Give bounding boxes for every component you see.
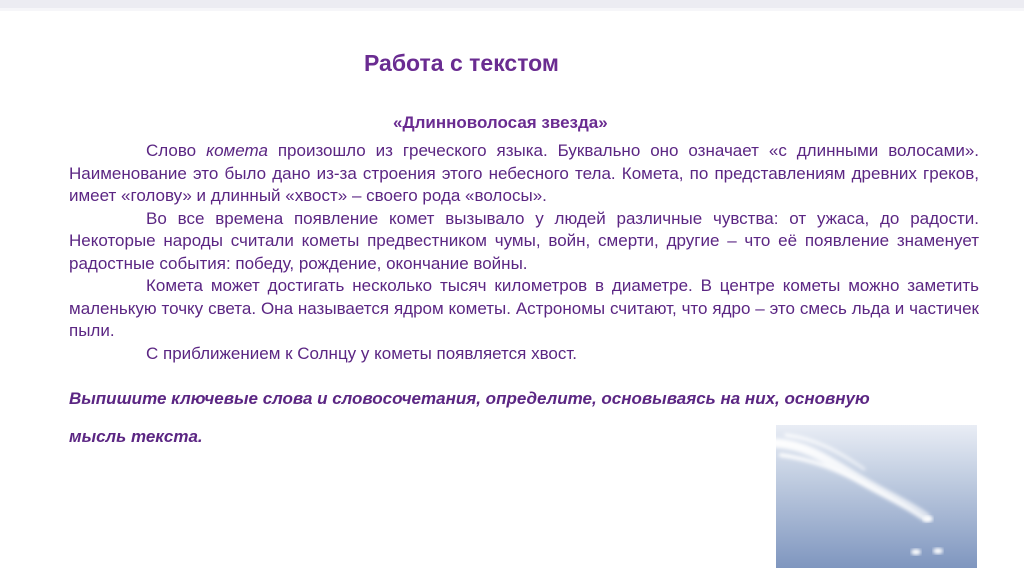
top-stripe [0,0,1024,8]
emphasis-word: комета [206,141,268,160]
top-stripe-light [0,8,1024,11]
paragraph-1-start: Слово [146,141,207,160]
text-body [69,140,979,365]
paragraph-4: С приближением к Солнцу у кометы появляется хвост. [146,343,577,363]
paragraph-2: Во все времена появление комет вызывало у людей различные чувства: от ужаса, до радости. Некоторые народы считали кометы предвестником чумы, войн, смерти, другие – что её появление знаменует радостные события: победу, рождение, окончание войны. [69,208,979,273]
comet-photo [776,425,977,568]
paragraph-1 [69,140,979,208]
slide-title: Работа с текстом [364,50,559,76]
task-instruction: Выпишите ключевые слова и словосочетания, определите, основываясь на них, основную мысль текста. [69,389,870,446]
comet-trail-image [776,425,977,568]
paragraph-1-rest: произошло из греческого языка. Буквально оно означает «с длинными волосами». Наименование это было дано из-за строения этого небесного тела. Комета, по представлениям древних греков, имеет «голову» и длинный «хвост» – своего рода «волосы». [69,141,979,205]
paragraph-3: Комета может достигать несколько тысяч километров в диаметре. В центре кометы можно заметить маленькую точку света. Она называется ядром кометы. Астрономы считают, что ядро – это смесь льда и частичек пыли. [69,276,979,340]
text-subtitle: «Длинноволосая звезда» [393,113,608,132]
